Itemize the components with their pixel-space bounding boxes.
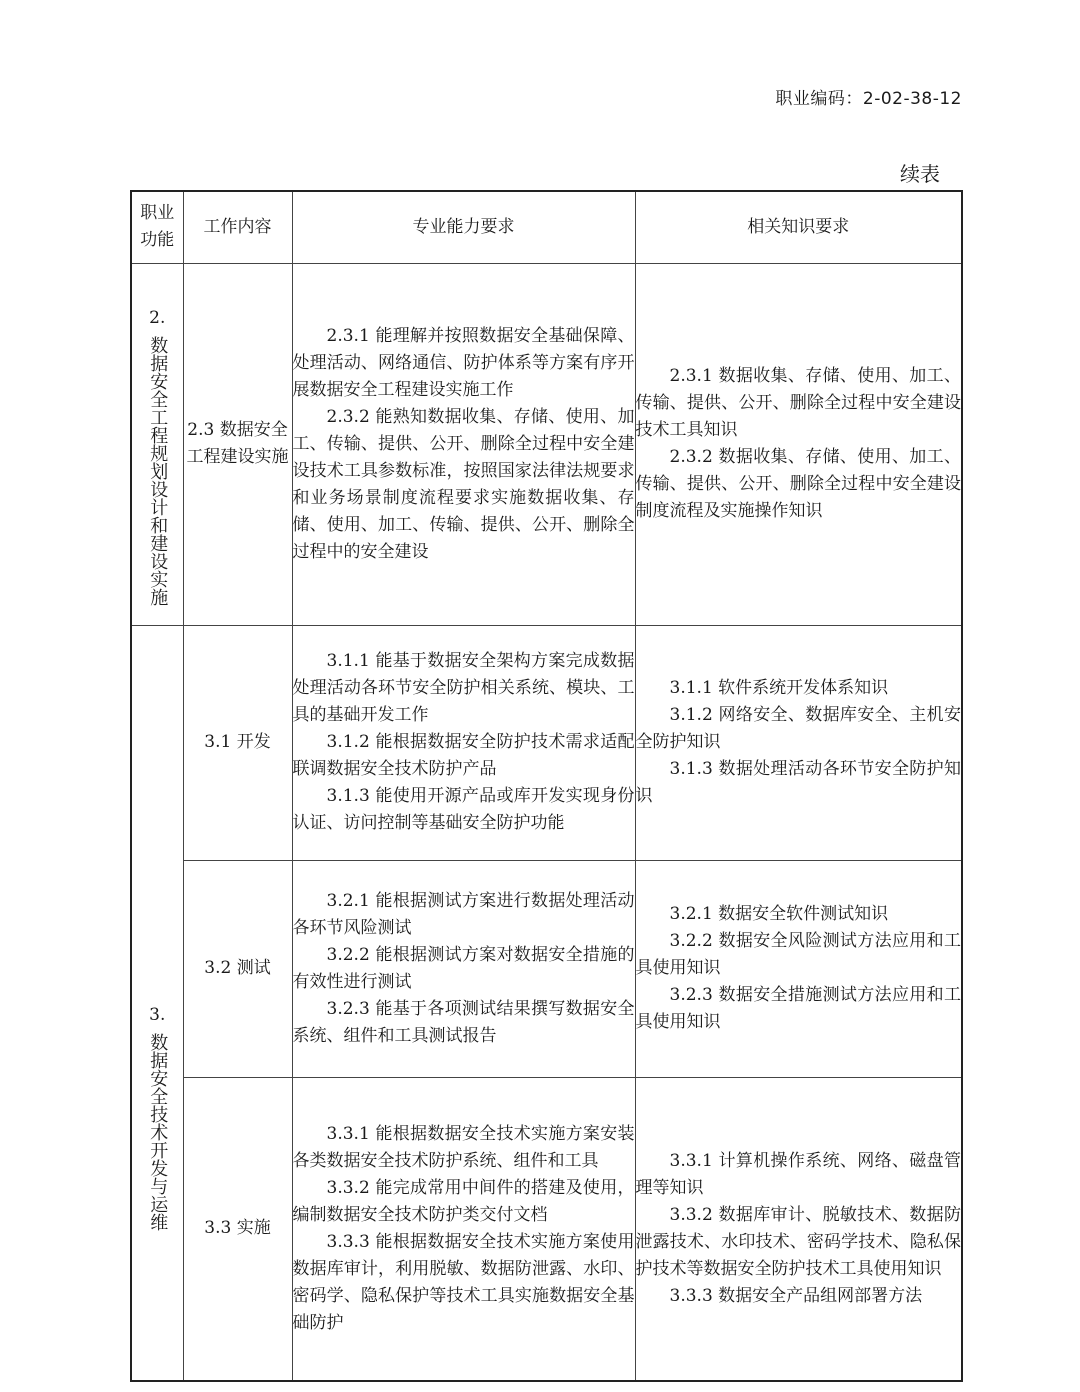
- knowledge-cell: [635, 860, 962, 1077]
- skill-item: 3.2.1 能根据测试方案进行数据处理活动各环节风险测试: [292, 890, 635, 938]
- header-row: [131, 191, 962, 263]
- knowledge-item: 2.3.1 数据收集、存储、使用、加工、传输、提供、公开、删除全过程中安全建设技术工具知识: [635, 366, 961, 440]
- function-cell: [131, 263, 183, 625]
- occupation-code: 职业编码：2-02-38-12: [775, 89, 962, 109]
- skill-item: 3.1.1 能基于数据安全架构方案完成数据处理活动各环节安全防护相关系统、模块、工具的基础开发工作: [292, 651, 635, 725]
- header-function: 职业功能: [131, 191, 183, 263]
- continued-label: 续表: [900, 162, 940, 186]
- header-knowledge: 相关知识要求: [635, 191, 962, 263]
- skill-item: 2.3.1 能理解并按照数据安全基础保障、处理活动、网络通信、防护体系等方案有序开展数据安全工程建设实施工作: [292, 325, 635, 400]
- knowledge-item: 3.2.3 数据安全措施测试方法应用和工具使用知识: [635, 985, 961, 1032]
- skill-item: 3.3.2 能完成常用中间件的搭建及使用，编制数据安全技术防护类交付文档: [292, 1177, 635, 1225]
- skill-item: 3.2.2 能根据测试方案对数据安全措施的有效性进行测试: [292, 944, 635, 992]
- work-cell: 2.3 数据安全工程建设实施: [183, 263, 292, 625]
- knowledge-item: 2.3.2 数据收集、存储、使用、加工、传输、提供、公开、删除全过程中安全建设制度流程及实施操作知识: [635, 447, 961, 521]
- knowledge-item: 3.1.3 数据处理活动各环节安全防护知识: [635, 759, 961, 806]
- skill-item: 3.1.3 能使用开源产品或库开发实现身份认证、访问控制等基础安全防护功能: [292, 786, 635, 833]
- skills-cell: [292, 625, 635, 860]
- skill-item: 3.3.3 能根据数据安全技术实施方案使用数据库审计，利用脱敏、数据防泄露、水印、密码学、隐私保护等技术工具实施数据安全基础防护: [292, 1231, 635, 1333]
- knowledge-item: 3.1.2 网络安全、数据库安全、主机安全防护知识: [635, 705, 961, 752]
- header-work: 工作内容: [183, 191, 292, 263]
- work-cell: 3.3 实施: [183, 1077, 292, 1381]
- function-name: 数据安全工程规划设计和建设实施: [147, 336, 169, 606]
- function-cell: [131, 625, 183, 1381]
- skill-item: 3.1.2 能根据数据安全防护技术需求适配联调数据安全技术防护产品: [292, 732, 635, 779]
- table-row: [131, 625, 962, 860]
- skill-item: 2.3.2 能熟知数据收集、存储、使用、加工、传输、提供、公开、删除全过程中安全建设技术工具参数标准，按照国家法律法规要求和业务场景制度流程要求实施数据收集、存储、使用、加工、传输、提供、公开、删除全过程中的安全建设: [292, 406, 635, 562]
- skill-item: 3.3.1 能根据数据安全技术实施方案安装各类数据安全技术防护系统、组件和工具: [292, 1123, 635, 1171]
- skills-cell: [292, 263, 635, 625]
- function-number: 3.: [149, 1004, 166, 1025]
- knowledge-cell: [635, 1077, 962, 1381]
- table-row: [131, 860, 962, 1077]
- knowledge-item: 3.3.2 数据库审计、脱敏技术、数据防泄露技术、水印技术、密码学技术、隐私保护技术等数据安全防护技术工具使用知识: [635, 1204, 961, 1279]
- knowledge-item: 3.1.1 软件系统开发体系知识: [669, 678, 889, 698]
- table-row: [131, 1077, 962, 1381]
- function-name: 数据安全技术开发与运维: [147, 1032, 169, 1231]
- knowledge-cell: [635, 263, 962, 625]
- knowledge-cell: [635, 625, 962, 860]
- knowledge-item: 3.3.1 计算机操作系统、网络、磁盘管理等知识: [635, 1150, 961, 1198]
- work-cell: 3.2 测试: [183, 860, 292, 1077]
- competency-table: [130, 190, 963, 1382]
- skills-cell: [292, 860, 635, 1077]
- knowledge-item: 3.2.2 数据安全风险测试方法应用和工具使用知识: [635, 931, 961, 978]
- work-cell: 3.1 开发: [183, 625, 292, 860]
- knowledge-item: 3.3.3 数据安全产品组网部署方法: [669, 1285, 923, 1306]
- header-skills: 专业能力要求: [292, 191, 635, 263]
- knowledge-item: 3.2.1 数据安全软件测试知识: [669, 904, 889, 924]
- function-number: 2.: [149, 308, 166, 328]
- skill-item: 3.2.3 能基于各项测试结果撰写数据安全系统、组件和工具测试报告: [292, 998, 635, 1046]
- skills-cell: [292, 1077, 635, 1381]
- table-row: [131, 263, 962, 625]
